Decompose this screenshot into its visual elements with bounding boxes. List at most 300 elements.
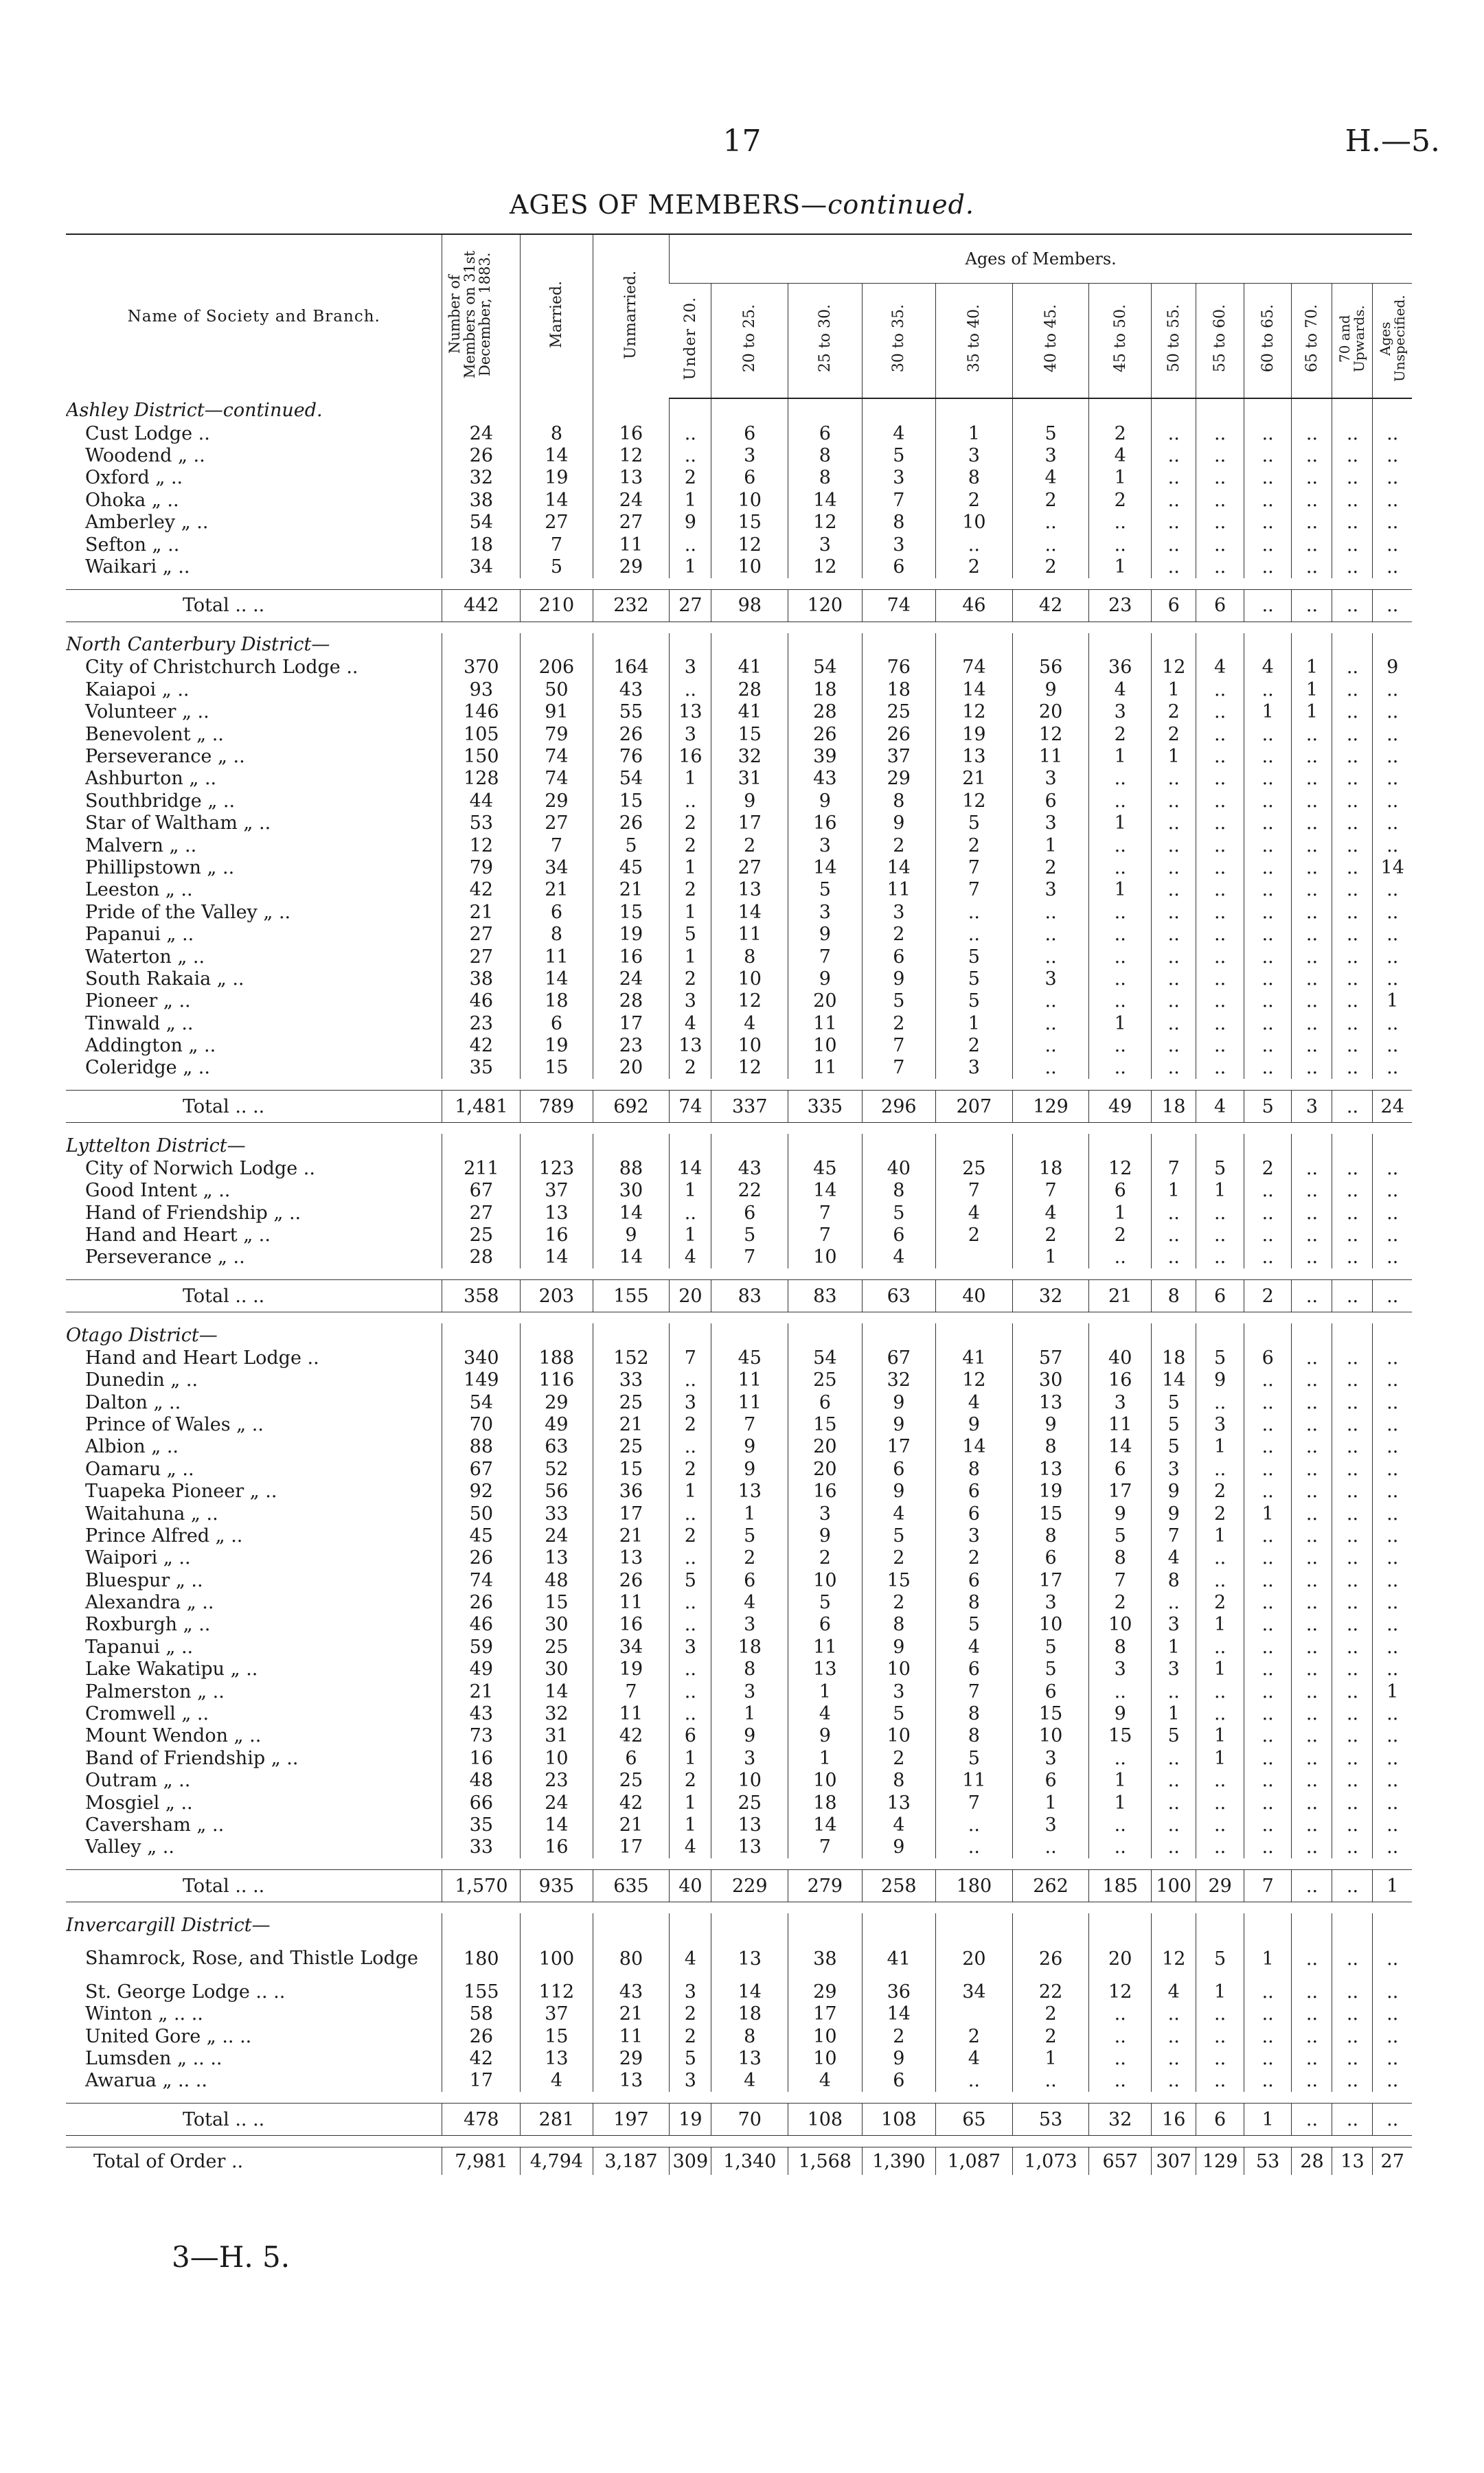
table-cell: 309 [670,2147,711,2176]
table-cell: 3 [788,901,862,923]
table-cell: .. [1373,745,1412,767]
table-cell: 5 [862,1702,935,1724]
branch-name: Woodend „ .. [85,445,205,467]
table-cell: .. [1152,968,1196,990]
table-cell: 335 [788,1091,862,1123]
table-cell: 17 [442,2070,521,2092]
table-cell: 7 [788,1224,862,1246]
table-cell: .. [1332,1391,1373,1413]
table-cell: 54 [593,768,670,790]
table-row [66,1503,1412,1525]
table-cell: 18 [788,679,862,700]
table-cell: 74 [521,768,593,790]
table-cell: 58 [442,2003,521,2025]
table-cell: 4 [862,1246,935,1268]
table-cell: 9 [711,1725,788,1747]
table-cell: 25 [862,701,935,723]
table-cell: 43 [442,1702,521,1724]
table-cell: 6 [862,1458,935,1480]
table-cell: .. [1089,946,1152,968]
table-cell: 13 [670,1034,711,1056]
spacer-cell [66,2136,1412,2147]
table-cell: 14 [711,1981,788,2003]
table-cell: .. [1196,1057,1244,1079]
table-cell: 15 [862,1569,935,1591]
col-header-age-text: 40 to 45. [1042,304,1060,373]
table-cell: 129 [1196,2147,1244,2176]
table-cell: .. [1196,768,1244,790]
table-cell: 67 [442,1180,521,1202]
table-cell: 20 [670,1280,711,1312]
table-cell: 1 [1089,1770,1152,1792]
branch-name: Perseverance „ .. [85,1246,245,1268]
table-row [66,1480,1412,1502]
empty-cell [1332,1913,1373,1937]
table-cell: 1 [1089,812,1152,834]
table-cell: 2 [670,1458,711,1480]
branch-name: Volunteer „ .. [85,701,209,723]
table-cell: 46 [442,1614,521,1636]
table-cell: .. [1332,589,1373,622]
table-cell: 21 [936,768,1013,790]
branch-name: Bluespur „ .. [85,1569,203,1591]
table-cell: .. [1332,489,1373,511]
table-cell: 29 [593,2047,670,2069]
table-cell: .. [1152,1770,1196,1792]
branch-name: Oxford „ .. [85,467,183,489]
table-cell: 37 [521,1180,593,1202]
table-cell: 15 [521,2025,593,2047]
table-cell: 5 [936,946,1013,968]
table-cell: .. [670,1614,711,1636]
branch-name: Leeston „ .. [85,879,193,901]
branch-name: Palmerston „ .. [85,1680,225,1702]
table-cell: 258 [862,1870,935,1902]
table-cell: 4 [521,2070,593,2092]
table-cell: 6 [521,1012,593,1034]
table-cell: 83 [788,1280,862,1312]
table-cell: .. [1244,768,1292,790]
empty-cell [593,1134,670,1157]
table-cell: .. [1292,1636,1332,1658]
table-cell: 1 [1196,1981,1244,2003]
table-cell: .. [1292,1725,1332,1747]
table-cell: 2 [862,923,935,945]
district-heading-row [66,633,1412,657]
table-cell: 2 [1089,1224,1152,1246]
table-cell: 29 [521,790,593,812]
table-cell: 1 [1152,1180,1196,1202]
table-cell: 44 [442,790,521,812]
table-cell: 8 [1089,1547,1152,1569]
table-cell: 26 [788,723,862,745]
table-cell: 25 [593,1770,670,1792]
table-cell: .. [1292,879,1332,901]
table-cell: 1 [711,1503,788,1525]
table-cell: 19 [521,1034,593,1056]
table-cell: .. [1152,923,1196,945]
table-cell: 5 [788,879,862,901]
table-cell: 3 [1012,968,1089,990]
table-cell: 3 [670,1391,711,1413]
table-cell: 36 [1089,657,1152,679]
table-cell: .. [1292,467,1332,489]
table-cell: 8 [788,467,862,489]
table-cell: 42 [442,879,521,901]
spacer-cell [66,2092,1412,2104]
table-cell: .. [1244,1747,1292,1769]
table-cell: 14 [593,1202,670,1224]
table-cell: .. [1373,790,1412,812]
table-cell: 1 [1244,1937,1292,1981]
table-cell: 16 [521,1836,593,1858]
table-cell: .. [1373,556,1412,578]
table-cell: .. [1244,1725,1292,1747]
table-cell: .. [1292,990,1332,1012]
table-cell: 11 [788,1012,862,1034]
empty-cell [936,398,1013,422]
branch-name: Amberley „ .. [85,512,209,534]
table-cell: 54 [788,657,862,679]
table-cell: 42 [1012,589,1089,622]
table-cell: 207 [936,1091,1013,1123]
table-cell: 8 [711,1659,788,1680]
table-cell: .. [1332,901,1373,923]
table-cell: 11 [593,1702,670,1724]
table-cell: 149 [442,1369,521,1391]
table-cell: .. [1332,1091,1373,1123]
table-cell: 2 [670,1413,711,1435]
table-cell: .. [1292,1981,1332,2003]
table-cell: 28 [593,990,670,1012]
table-cell: .. [1373,1280,1412,1312]
table-cell: .. [1292,1614,1332,1636]
table-cell: .. [1373,2070,1412,2092]
table-cell: 41 [936,1347,1013,1369]
district-heading-row [66,1323,1412,1347]
table-cell: 478 [442,2104,521,2136]
empty-cell [1152,1323,1196,1347]
table-cell: 8 [862,1614,935,1636]
table-cell: .. [670,1680,711,1702]
table-cell: .. [1244,1034,1292,1056]
empty-cell [670,1323,711,1347]
table-cell: 4 [788,2070,862,2092]
table-cell: 4 [862,422,935,444]
table-row [66,1770,1412,1792]
table-cell: 29 [788,1981,862,2003]
table-cell: 27 [442,946,521,968]
table-cell: 6 [1196,589,1244,622]
spacer-row [66,622,1412,633]
table-cell: 9 [1373,657,1412,679]
table-cell: .. [1244,489,1292,511]
table-cell: 21 [1089,1280,1152,1312]
table-cell: .. [1332,812,1373,834]
table-cell: .. [1244,1814,1292,1836]
table-cell: 13 [670,701,711,723]
table-cell: 23 [521,1770,593,1792]
table-cell: 3 [1012,879,1089,901]
table-cell: 13 [711,1836,788,1858]
table-cell: 32 [711,745,788,767]
empty-cell [593,398,670,422]
branch-name: Waitahuna „ .. [85,1503,218,1525]
table-cell: .. [1196,1770,1244,1792]
table-cell: 7 [670,1347,711,1369]
table-cell: 5 [1244,1091,1292,1123]
table-cell: 7 [521,534,593,556]
table-cell: 10 [711,556,788,578]
table-cell: 9 [788,1725,862,1747]
table-cell: 40 [1089,1347,1152,1369]
table-cell: .. [1244,1391,1292,1413]
table-cell: 9 [1012,1413,1089,1435]
table-cell: 54 [442,512,521,534]
table-cell: .. [1152,812,1196,834]
table-cell: 26 [862,723,935,745]
table-cell: 4 [1196,657,1244,679]
table-cell: 30 [1012,1369,1089,1391]
table-cell: .. [1373,422,1412,444]
table-cell: .. [1373,701,1412,723]
empty-cell [521,1913,593,1937]
table-row [66,856,1412,878]
table-cell: 2 [936,2025,1013,2047]
table-cell: .. [1332,1591,1373,1613]
table-cell: .. [670,1547,711,1569]
spacer-row [66,1268,1412,1280]
table-cell: 30 [593,1180,670,1202]
table-cell: 18 [521,990,593,1012]
table-cell: 3 [711,1614,788,1636]
branch-name: Star of Waltham „ .. [85,812,271,834]
table-cell: .. [1196,1012,1244,1034]
table-cell: .. [1152,1012,1196,1034]
table-cell: .. [1373,1347,1412,1369]
table-cell: 6 [1152,589,1196,622]
table-cell: .. [1244,923,1292,945]
table-cell: 33 [521,1503,593,1525]
table-cell: 108 [862,2104,935,2136]
table-cell: .. [1292,1458,1332,1480]
table-cell: 76 [593,745,670,767]
table-cell: .. [1196,512,1244,534]
table-cell: 32 [1012,1280,1089,1312]
table-cell: 83 [711,1280,788,1312]
empty-cell [1332,398,1373,422]
table-cell: .. [1292,2025,1332,2047]
table-cell: 1 [670,1747,711,1769]
table-cell: 9 [1089,1702,1152,1724]
empty-cell [1012,398,1089,422]
branch-name: Winton „ .. .. [85,2003,203,2025]
table-cell: 1 [1196,1614,1244,1636]
branch-name: Coleridge „ .. [85,1057,210,1079]
table-row [66,723,1412,745]
empty-cell [593,1323,670,1347]
table-cell: .. [1244,512,1292,534]
branch-name: City of Norwich Lodge .. [85,1157,315,1179]
table-cell: .. [1196,534,1244,556]
table-cell: 15 [521,1591,593,1613]
table-row [66,701,1412,723]
table-cell: .. [1332,1547,1373,1569]
table-cell: 15 [1012,1503,1089,1525]
table-cell: 27 [521,512,593,534]
table-cell: 13 [1332,2147,1373,2176]
empty-cell [711,1913,788,1937]
table-row [66,556,1412,578]
table-cell: 43 [593,1981,670,2003]
table-cell: 9 [788,790,862,812]
table-cell: 12 [936,1369,1013,1391]
col-header-age-text: 45 to 50. [1111,304,1129,373]
table-cell: 120 [788,589,862,622]
table-cell: 2 [670,2003,711,2025]
table-cell: .. [1089,1814,1152,1836]
table-cell: 16 [521,1224,593,1246]
table-cell: 34 [442,556,521,578]
table-cell: 3 [1152,1614,1196,1636]
table-cell: .. [1152,444,1196,466]
table-cell: 43 [593,679,670,700]
empty-cell [788,633,862,657]
table-cell: .. [1332,422,1373,444]
table-cell: 13 [711,1480,788,1502]
table-cell: 66 [442,1792,521,1814]
table-cell: 10 [711,968,788,990]
table-cell: 88 [593,1157,670,1179]
table-cell: 1 [788,1680,862,1702]
table-cell: .. [1373,1413,1412,1435]
col-header-age-10 [1292,284,1332,399]
table-cell: 8 [1012,1436,1089,1458]
empty-cell [711,633,788,657]
table-cell: 14 [788,1814,862,1836]
table-cell: .. [1292,1569,1332,1591]
spacer-row [66,1858,1412,1870]
table-cell: 155 [442,1981,521,2003]
table-cell: .. [1089,834,1152,856]
table-cell: 45 [788,1157,862,1179]
spacer-row [66,1312,1412,1324]
empty-cell [1292,398,1332,422]
table-cell: 12 [711,990,788,1012]
spacer-cell [66,578,1412,590]
table-cell: 50 [521,679,593,700]
table-cell: .. [1373,1547,1412,1569]
table-cell: 6 [1196,1280,1244,1312]
table-row [66,2047,1412,2069]
table-cell: .. [1244,1224,1292,1246]
table-row [66,1012,1412,1034]
empty-cell [593,633,670,657]
table-cell: .. [1332,1659,1373,1680]
table-cell: .. [1152,946,1196,968]
empty-cell [442,1323,521,1347]
table-cell: .. [1196,2025,1244,2047]
table-cell: .. [936,1836,1013,1858]
table-cell: .. [1292,1525,1332,1547]
table-cell: 2 [1012,489,1089,511]
branch-name: Prince of Wales „ .. [85,1413,264,1435]
table-cell: 1 [1089,745,1152,767]
table-cell: .. [1292,1659,1332,1680]
empty-cell [1244,1323,1292,1347]
table-cell: 3 [862,1680,935,1702]
table-cell: .. [1292,1180,1332,1202]
table-cell: .. [1244,1981,1292,2003]
table-cell: .. [1152,2070,1196,2092]
empty-cell [442,633,521,657]
table-cell: 32 [521,1702,593,1724]
table-cell: .. [1152,1246,1196,1268]
table-cell: 17 [593,1012,670,1034]
table-cell: 6 [862,946,935,968]
table-cell: 4 [1196,1091,1244,1123]
empty-cell [442,398,521,422]
table-cell: .. [1292,1157,1332,1179]
table-cell: .. [1012,1836,1089,1858]
table-cell: 2 [1152,723,1196,745]
table-cell: 4 [788,1702,862,1724]
table-cell: 20 [936,1937,1013,1981]
table-cell: .. [1332,1280,1373,1312]
table-cell: 24 [521,1792,593,1814]
table-cell: .. [1292,1591,1332,1613]
table-row [66,1937,1412,1981]
table-cell: 1 [1373,1870,1412,1902]
table-cell: .. [1332,1224,1373,1246]
table-cell: .. [1196,1836,1244,1858]
table-cell: .. [1332,2003,1373,2025]
table-cell: 3 [1152,1458,1196,1480]
table-cell: 14 [521,489,593,511]
table-cell: .. [1196,1458,1244,1480]
district-heading-row [66,398,1412,422]
table-cell: .. [1292,422,1332,444]
table-cell: 18 [442,534,521,556]
spacer-cell [66,1902,1412,1914]
table-cell: 206 [521,657,593,679]
table-cell: .. [1244,1836,1292,1858]
table-cell: 1 [1196,1725,1244,1747]
table-cell: .. [1332,1503,1373,1525]
table-cell: 3 [1012,812,1089,834]
table-cell: .. [1152,489,1196,511]
table-cell: 16 [788,812,862,834]
table-cell: 3 [1196,1413,1244,1435]
table-cell: 2 [862,834,935,856]
table-cell: 1 [711,1702,788,1724]
table-cell: 53 [1244,2147,1292,2176]
table-cell: 1 [1244,1503,1292,1525]
table-cell: 13 [711,879,788,901]
table-cell: 26 [593,1569,670,1591]
table-cell: 5 [1152,1436,1196,1458]
table-row [66,1814,1412,1836]
table-cell: 1,481 [442,1091,521,1123]
table-cell: .. [1244,946,1292,968]
table-cell: 1 [1012,2047,1089,2069]
table-cell: 42 [442,2047,521,2069]
district-name: North Canterbury District— [66,634,330,656]
table-cell: 8 [862,1770,935,1792]
table-cell: 56 [521,1480,593,1502]
total-label: Total .. .. [66,589,442,622]
table-cell: 7 [788,1836,862,1858]
